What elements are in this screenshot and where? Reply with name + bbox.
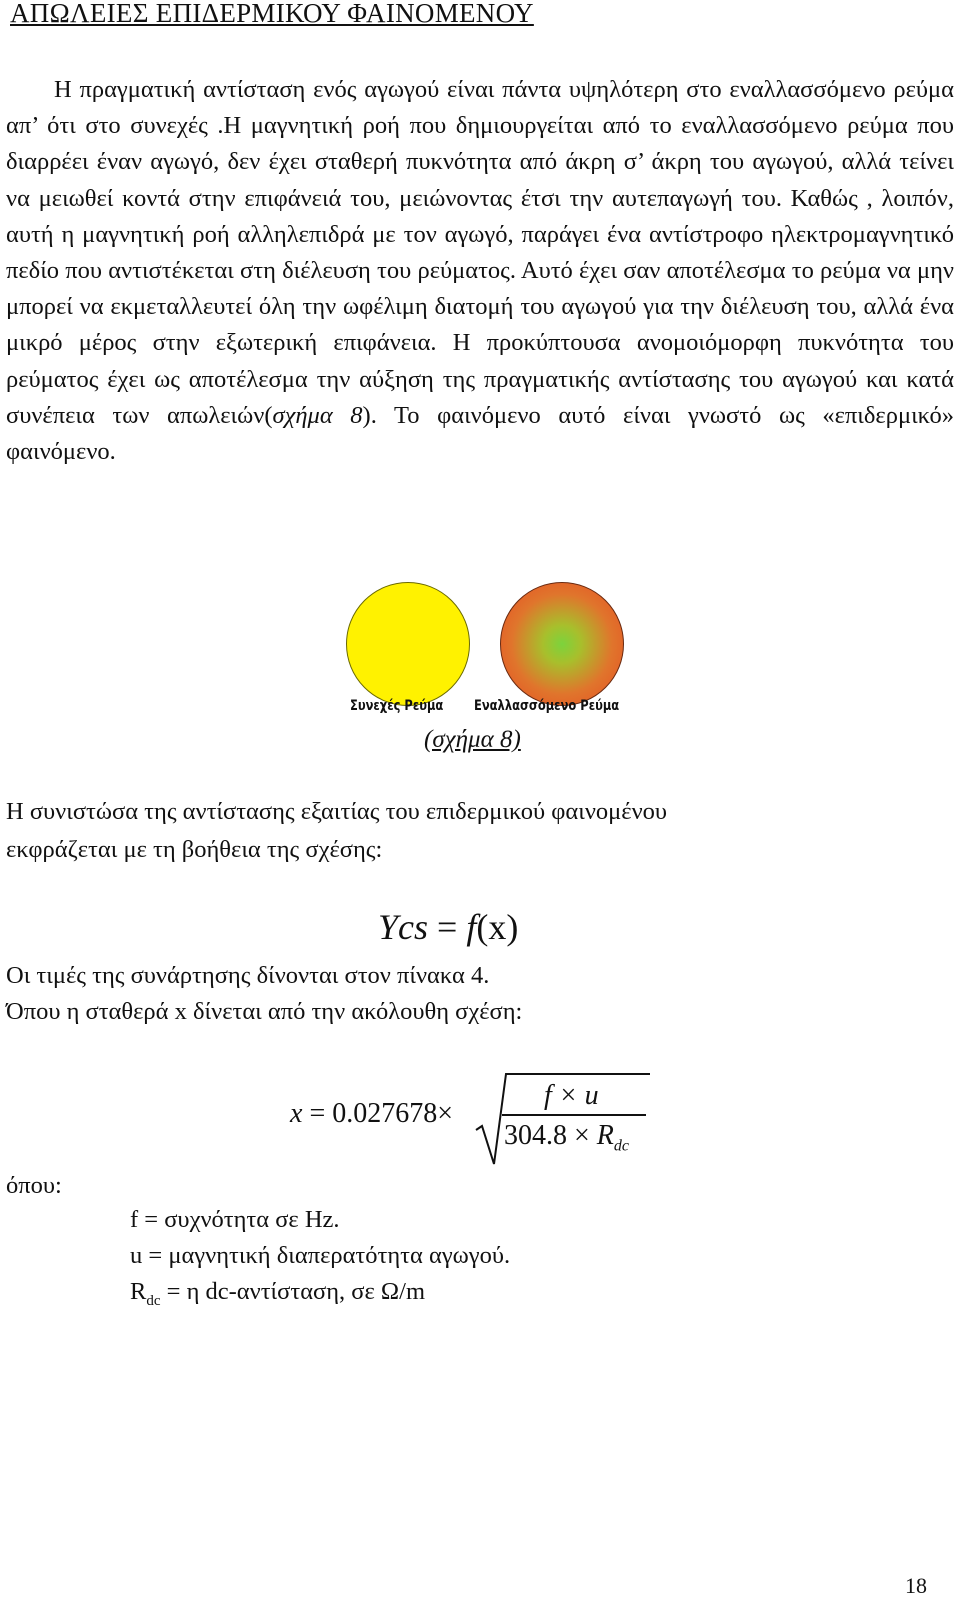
- figure-reference: σχήμα 8: [272, 401, 363, 429]
- equation-ycs: [378, 906, 518, 948]
- intro-line-2: εκφράζεται με τη βοήθεια της σχέσης:: [6, 836, 383, 863]
- fraction-bar: [502, 1114, 646, 1116]
- body-paragraph: [6, 72, 954, 470]
- intro-line-1: Η συνιστώσα της αντίστασης εξαιτίας του επιδερμικού φαινομένου: [6, 798, 668, 825]
- skin-effect-figure: [338, 580, 638, 730]
- eq2-den-var: R: [596, 1120, 614, 1151]
- definition-f: f = συχνότητα σε Hz.: [130, 1206, 340, 1233]
- ac-label: Εναλλασσόμενο Ρεύμα: [474, 698, 620, 714]
- eq2-den-sub: dc: [613, 1137, 630, 1155]
- dc-conductor-circle: [346, 582, 470, 706]
- eq2-times: ×: [437, 1098, 454, 1129]
- eq2-denominator: [504, 1120, 629, 1156]
- ac-conductor-circle: [500, 582, 624, 706]
- page-number: 18: [905, 1573, 927, 1598]
- rdc-rest: = η dc-αντίσταση, σε Ω/m: [160, 1278, 426, 1305]
- rdc-main: R: [130, 1278, 147, 1305]
- paragraph-text-end: ). Το φαινόμενο αυτό είναι γνωστό ως «επιδερμικό» φαινόμενο.: [6, 401, 954, 466]
- eq2-coef: 0.027678: [332, 1098, 438, 1129]
- definition-u: u = μαγνητική διαπερατότητα αγωγού.: [130, 1242, 511, 1269]
- eq2-lhs: [290, 1098, 453, 1130]
- definition-rdc: [130, 1278, 425, 1310]
- eq1-func: f: [466, 907, 477, 947]
- eq2-numerator: f × u: [544, 1080, 599, 1111]
- equation-x: [290, 1068, 670, 1168]
- eq1-arg: (x): [476, 907, 519, 947]
- eq2-var: x: [290, 1098, 303, 1129]
- figure-caption: (σχήμα 8): [424, 726, 521, 753]
- where-label: όπου:: [6, 1172, 62, 1199]
- eq2-den-times: ×: [574, 1120, 590, 1151]
- eq1-equals: =: [437, 907, 458, 947]
- constant-line: Όπου η σταθερά x δίνεται από την ακόλουθη σχέση:: [6, 998, 523, 1025]
- eq2-den-number: 304.8: [504, 1120, 567, 1151]
- eq1-lhs: Ycs: [378, 907, 429, 947]
- eq2-equals: =: [309, 1098, 326, 1129]
- page-title: ΑΠΩΛΕΙΕΣ ΕΠΙΔΕΡΜΙΚΟΥ ΦΑΙΝΟΜΕΝΟΥ: [10, 0, 534, 28]
- values-line: Οι τιμές της συνάρτησης δίνονται στον πίνακα 4.: [6, 962, 490, 989]
- dc-label: Συνεχές Ρεύμα: [350, 698, 444, 714]
- paragraph-text: Η πραγματική αντίσταση ενός αγωγού είναι πάντα υψηλότερη στο εναλλασσόμενο ρεύμα απ’ ότι στο συνεχές .Η μαγνητική ροή που δημιουργείται από το εναλλασσόμενο ρεύμα που διαρρέει έναν αγωγό, δεν έχει σταθερή πυκνότητα από άκρη σ’ άκρη του αγωγού, αλλά τείνει να μειωθεί κοντά στην επιφάνειά του, μειώνοντας έτσι την αυτεπαγωγή του. Καθώς , λοιπόν, αυτή η μαγνητική ροή αλληλεπιδρά με τον αγωγό, παράγει ένα αντίστροφο ηλεκτρομαγνητικό πεδίο που αντιστέκεται στη διέλευση του ρεύματος. Αυτό έχει σαν αποτέλεσμα το ρεύμα να μην μπορεί να εκμεταλλευτεί όλη την ωφέλιμη διατομή του αγωγού για την διέλευση του, αλλά ένα μικρό μέρος στην εξωτερική επιφάνεια. Η προκύπτουσα ανομοιόμορφη πυκνότητα του ρεύματος έχει ως αποτέλεσμα την αύξηση της πραγματικής αντίστασης του αγωγού και κατά συνέπεια των απωλειών(: [6, 76, 954, 429]
- rdc-sub: dc: [146, 1292, 161, 1309]
